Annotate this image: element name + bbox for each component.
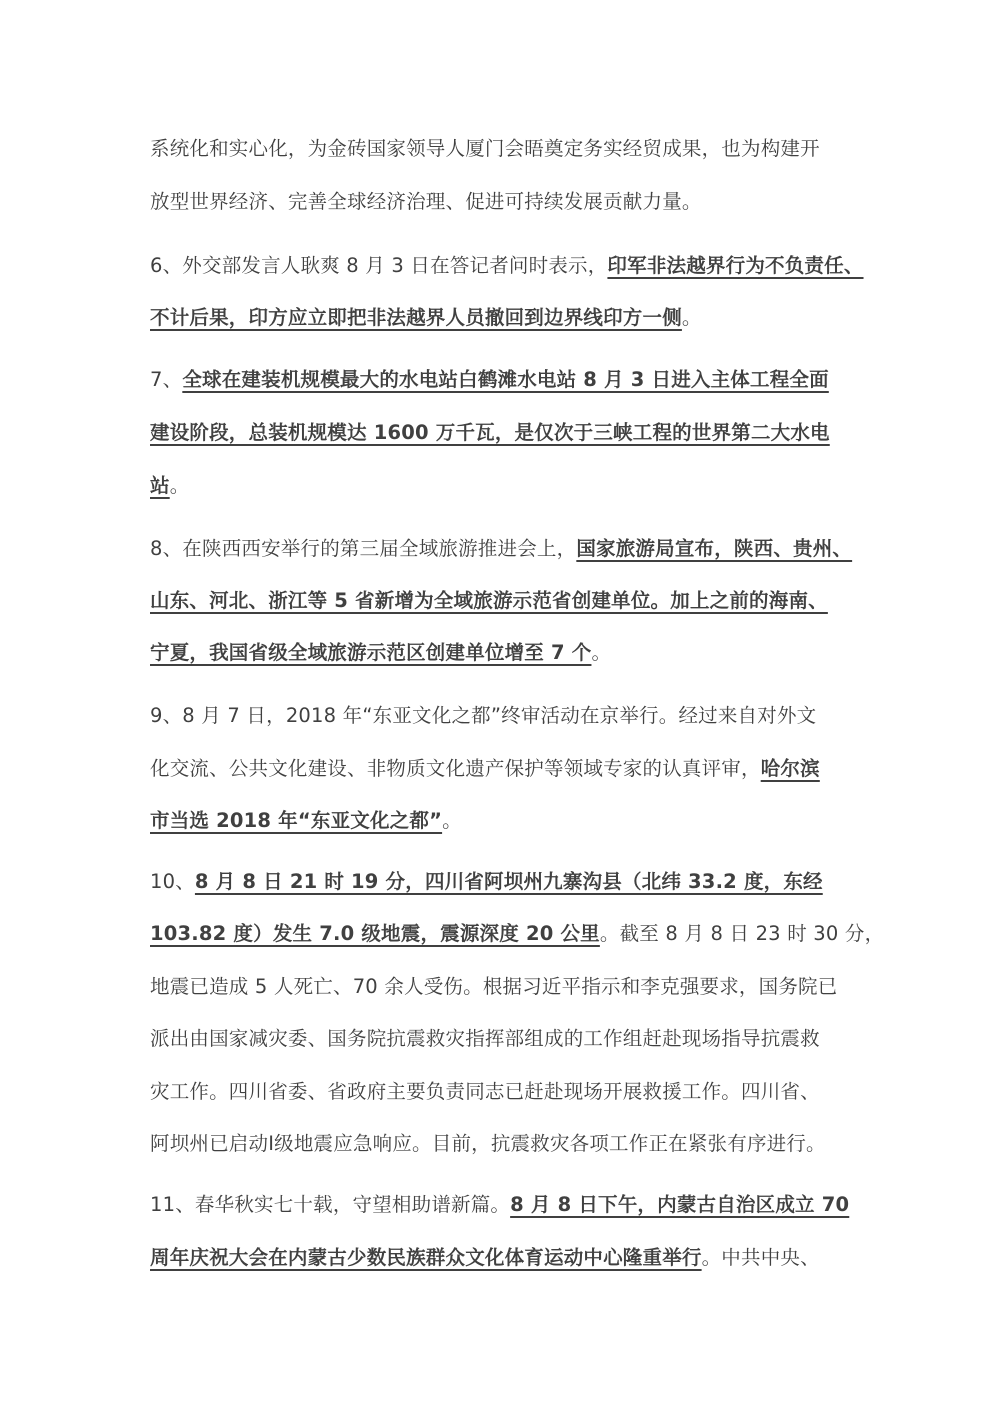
text-line — [150, 702, 890, 730]
emphasized-text: 周年庆祝大会在内蒙古少数民族群众文化体育运动中心隆重举行 — [150, 1246, 702, 1269]
text-line — [150, 535, 890, 563]
text-line — [150, 135, 890, 163]
emphasized-text: 宁夏，我国省级全域旅游示范区创建单位增至 7 个 — [150, 641, 592, 664]
text-segment: 。 — [591, 641, 612, 664]
text-segment: 灾工作。四川省委、省政府主要负责同志已赶赴现场开展救援工作。四川省、 — [150, 1080, 820, 1103]
text-segment: 10、 — [150, 870, 195, 893]
text-line — [150, 1130, 890, 1158]
text-segment: 系统化和实心化，为金砖国家领导人厦门会晤奠定务实经贸成果，也为构建开 — [150, 137, 820, 160]
text-line — [150, 755, 890, 783]
emphasized-text: 建设阶段，总装机规模达 1600 万千瓦，是仅次于三峡工程的世界第二大水电 — [150, 421, 830, 444]
text-segment: 。中共中央、 — [701, 1246, 820, 1269]
text-segment: 。 — [681, 306, 702, 329]
text-line — [150, 188, 890, 216]
text-line — [150, 366, 890, 394]
text-segment: 。截至 8 月 8 日 23 时 30 分， — [599, 922, 885, 945]
emphasized-text: 印军非法越界行为不负责任、 — [607, 254, 864, 277]
text-segment: 。 — [442, 809, 462, 832]
text-line — [150, 1025, 890, 1053]
emphasized-text: 不计后果，印方应立即把非法越界人员撤回到边界线印方一侧 — [150, 306, 682, 329]
text-segment: 8、在陕西西安举行的第三届全域旅游推进会上， — [150, 537, 577, 560]
text-segment: 7、 — [150, 368, 183, 391]
text-line — [150, 419, 890, 447]
text-segment: 地震已造成 5 人死亡、70 余人受伤。根据习近平指示和李克强要求，国务院已 — [150, 975, 838, 998]
text-line — [150, 587, 890, 615]
text-segment: 。 — [169, 474, 190, 497]
text-segment: 9、8 月 7 日，2018 年“东亚文化之都”终审活动在京举行。经过来自对外文 — [150, 704, 817, 727]
text-segment: 放型世界经济、完善全球经济治理、促进可持续发展贡献力量。 — [150, 190, 702, 213]
text-line — [150, 1191, 890, 1219]
text-line — [150, 1244, 890, 1272]
text-segment: 派出由国家减灾委、国务院抗震救灾指挥部组成的工作组赶赴现场指导抗震救 — [150, 1027, 820, 1050]
emphasized-text: 市当选 2018 年“东亚文化之都” — [150, 809, 443, 832]
text-segment: 阿坝州已启动Ⅰ级地震应急响应。目前，抗震救灾各项工作正在紧张有序进行。 — [150, 1132, 826, 1155]
emphasized-text: 站 — [150, 474, 170, 497]
text-line — [150, 472, 890, 500]
text-segment: 化交流、公共文化建设、非物质文化遗产保护等领域专家的认真评审， — [150, 757, 761, 780]
emphasized-text: 103.82 度）发生 7.0 级地震，震源深度 20 公里 — [150, 922, 600, 945]
text-line — [150, 1078, 890, 1106]
text-segment: 11、春华秋实七十载，守望相助谱新篇。 — [150, 1193, 511, 1216]
text-segment: 6、外交部发言人耿爽 8 月 3 日在答记者问时表示， — [150, 254, 608, 277]
text-line — [150, 304, 890, 332]
text-line — [150, 639, 890, 667]
text-line — [150, 973, 890, 1001]
text-line — [150, 807, 890, 835]
text-line — [150, 252, 890, 280]
emphasized-text: 8 月 8 日下午，内蒙古自治区成立 70 — [510, 1193, 850, 1216]
text-line — [150, 868, 890, 896]
emphasized-text: 哈尔滨 — [760, 757, 820, 780]
text-line — [150, 920, 890, 948]
emphasized-text: 8 月 8 日 21 时 19 分，四川省阿坝州九寨沟县（北纬 33.2 度，东经 — [194, 870, 823, 893]
emphasized-text: 国家旅游局宣布，陕西、贵州、 — [576, 537, 853, 560]
emphasized-text: 全球在建装机规模最大的水电站白鹤滩水电站 8 月 3 日进入主体工程全面 — [182, 368, 829, 391]
emphasized-text: 山东、河北、浙江等 5 省新增为全域旅游示范省创建单位。加上之前的海南、 — [150, 589, 828, 612]
